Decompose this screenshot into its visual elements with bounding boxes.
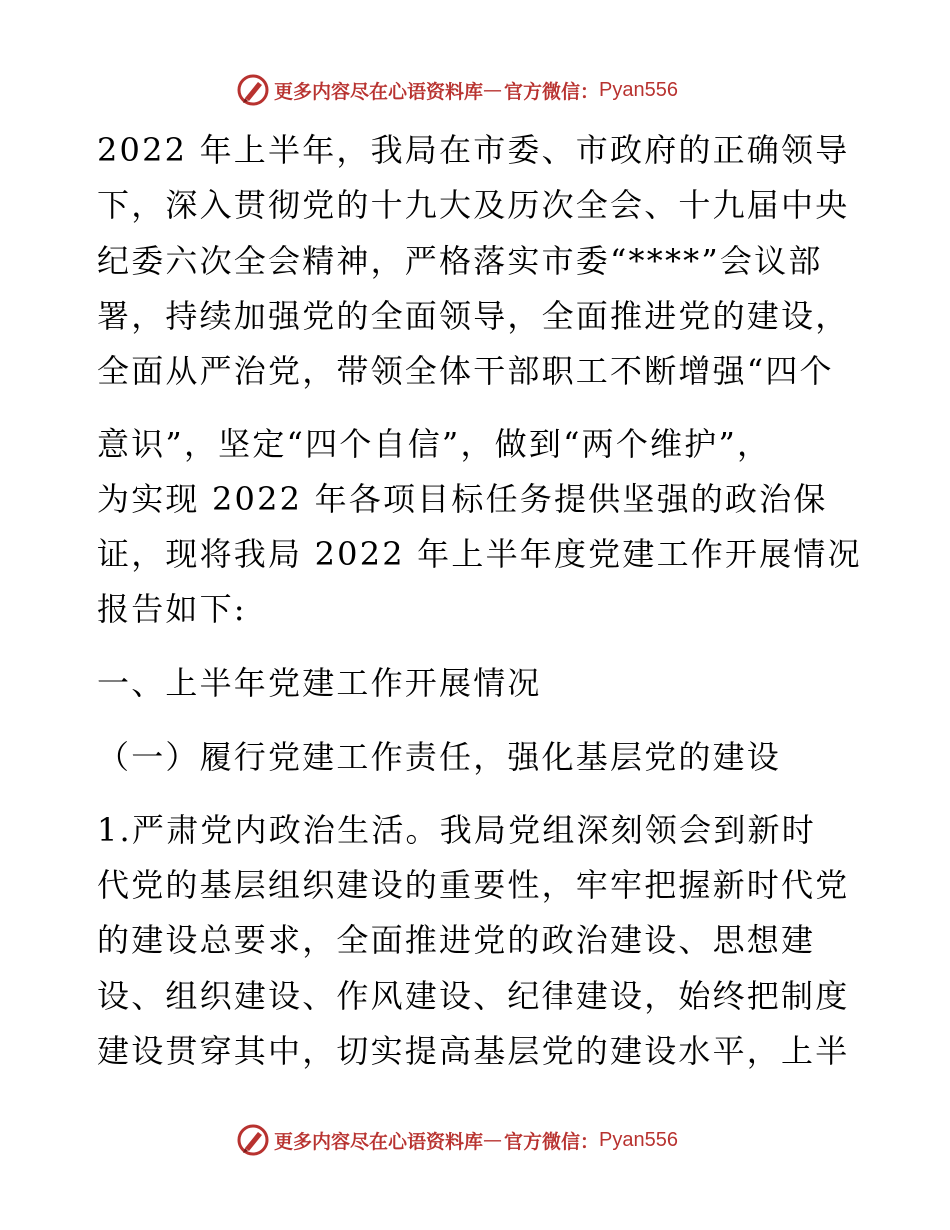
item-line-2: 代党的基层组织建设的重要性，牢牢把握新时代党 [97,866,850,904]
pen-logo-icon [236,1123,270,1157]
intro-line-3: 纪委六次全会精神，严格落实市委“****”会议部 [97,242,823,280]
intro-line-6: 意识”，坚定“四个自信”，做到“两个维护”， [97,425,772,463]
item-line-3: 的建设总要求，全面推进党的政治建设、思想建 [97,921,816,959]
watermark-wechat-id: Pyan556 [599,1128,678,1151]
pen-logo-icon [236,73,270,107]
item-line-1: 1.严肃党内政治生活。我局党组深刻领会到新时 [97,811,816,849]
watermark-separator: — [483,1129,503,1151]
section-heading-1: 一、上半年党建工作开展情况 [97,664,542,702]
intro-line-9: 报告如下: [97,590,247,628]
intro-line-8: 证，现将我局 2022 年上半年度党建工作开展情况 [97,535,862,573]
watermark-wechat-id: Pyan556 [599,78,678,101]
section-heading-2: （一）履行党建工作责任，强化基层党的建设 [97,738,782,776]
intro-line-4: 署，持续加强党的全面领导，全面推进党的建设， [97,297,850,335]
watermark-site-text: 更多内容尽在心语资料库 [274,1130,484,1153]
item-line-4: 设、组织建设、作风建设、纪律建设，始终把制度 [97,977,850,1015]
watermark-wechat-label: 官方微信： [504,1130,600,1153]
watermark-footer [236,1122,678,1158]
watermark-header [236,72,678,108]
intro-line-2: 下，深入贯彻党的十九大及历次全会、十九届中央 [97,186,850,224]
intro-line-5: 全面从严治党，带领全体干部职工不断增强“四个 [97,352,834,390]
watermark-wechat-label: 官方微信： [504,80,600,103]
intro-line-1: 2022 年上半年，我局在市委、市政府的正确领导 [97,131,850,169]
watermark-site-text: 更多内容尽在心语资料库 [274,80,484,103]
item-line-5: 建设贯穿其中，切实提高基层党的建设水平，上半 [97,1032,850,1070]
intro-line-7: 为实现 2022 年各项目标任务提供坚强的政治保 [97,480,828,518]
watermark-separator: — [483,79,503,101]
